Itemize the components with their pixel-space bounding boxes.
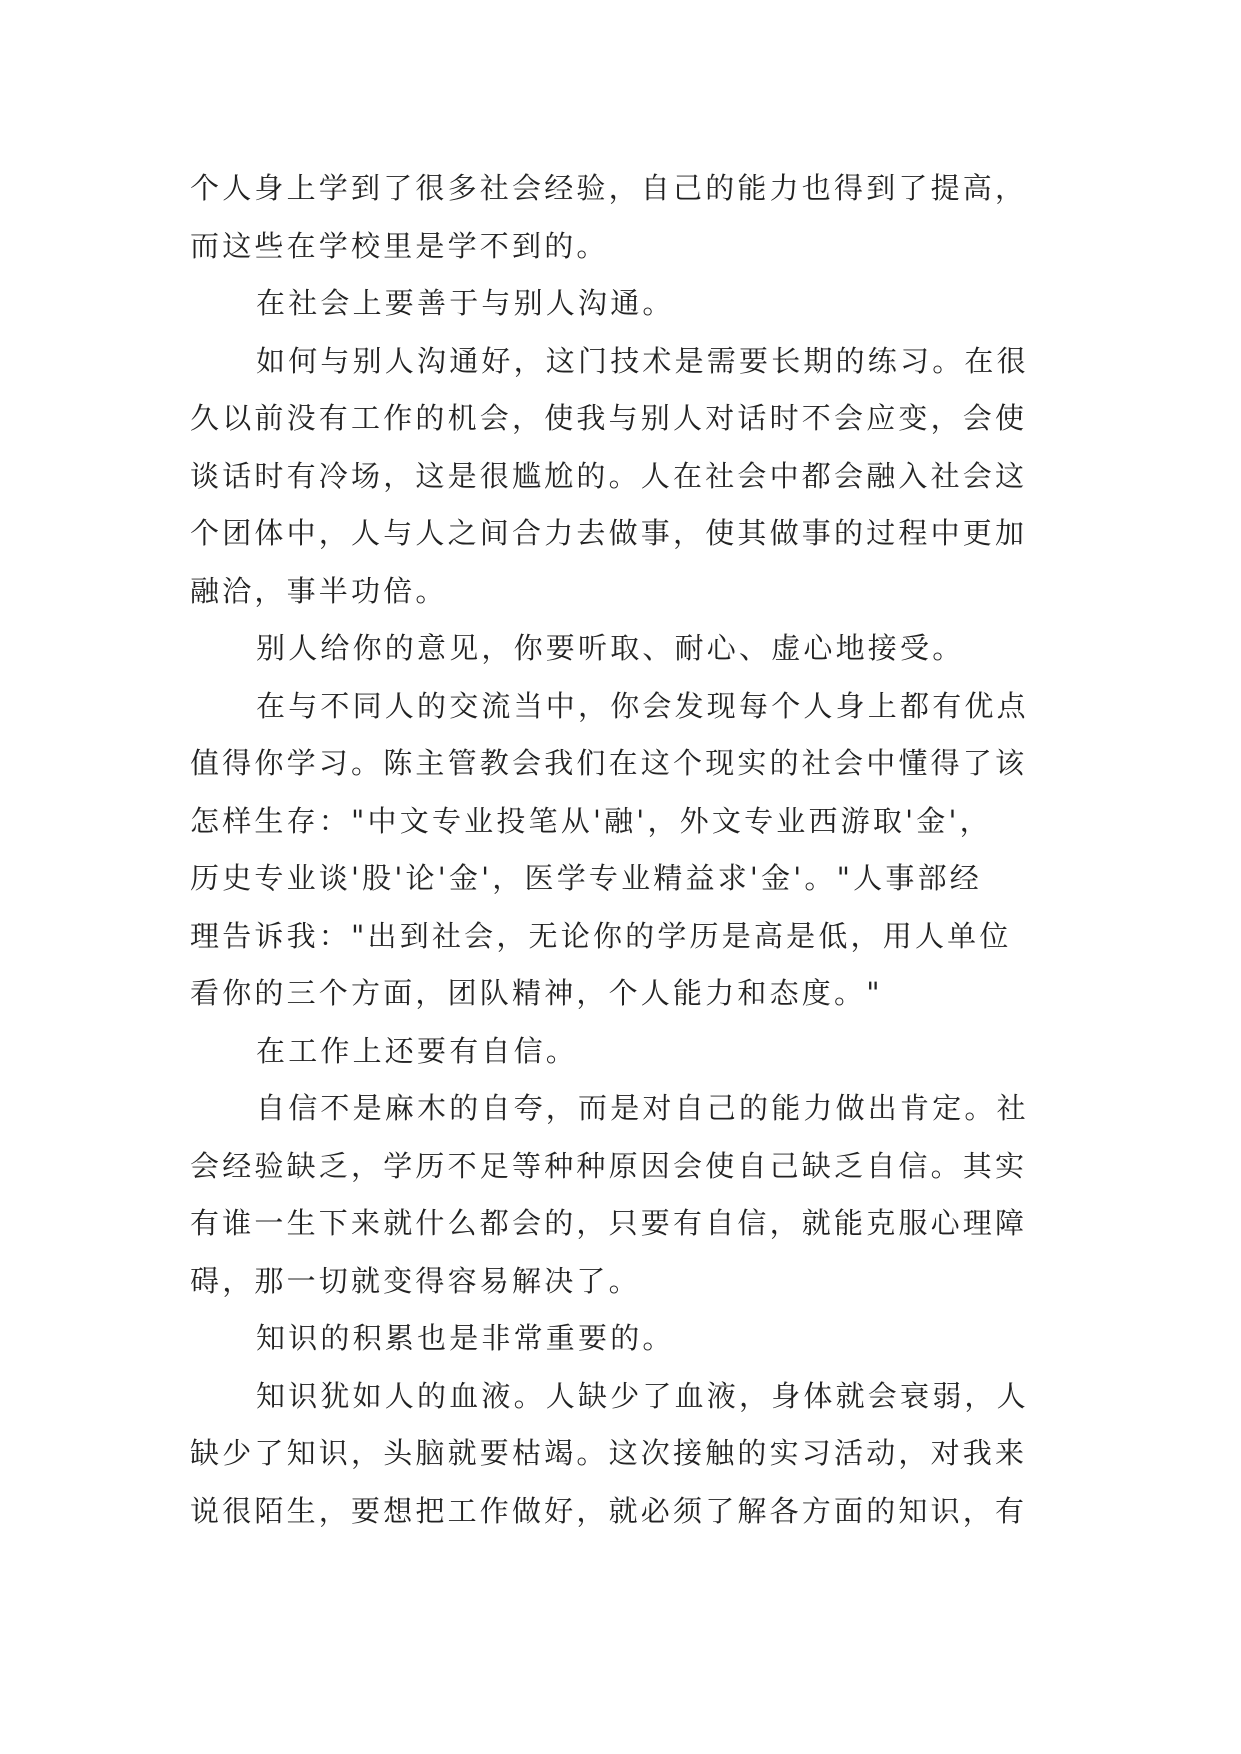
paragraph-heading: 在工作上还要有自信。 — [256, 1033, 579, 1068]
paragraph-heading: 在社会上要善于与别人沟通。 — [256, 286, 675, 320]
text-line: 看你的三个方面，团队精神，个人能力和态度。" — [190, 976, 883, 1010]
text-line: 自信不是麻木的自夸，而是对自己的能力做出肯定。社 — [256, 1091, 1029, 1125]
text-line: 个团体中，人与人之间合力去做事，使其做事的过程中更加 — [190, 516, 1028, 550]
text-line: 知识犹如人的血液。人缺少了血液，身体就会衰弱，人 — [256, 1378, 1029, 1413]
text-line: 缺少了知识，头脑就要枯竭。这次接触的实习活动，对我来 — [190, 1436, 1028, 1470]
text-line: 如何与别人沟通好，这门技术是需要长期的练习。在很 — [256, 343, 1029, 378]
text-line: 而这些在学校里是学不到的。 — [190, 228, 609, 263]
text-line: 融洽，事半功倍。 — [190, 573, 448, 608]
text-line: 有谁一生下来就什么都会的，只要有自信，就能克服心理障 — [190, 1206, 1028, 1240]
text-line: 值得你学习。陈主管教会我们在这个现实的社会中懂得了该 — [190, 746, 1028, 780]
paragraph-heading: 知识的积累也是非常重要的。 — [256, 1321, 675, 1355]
text-line: 历史专业谈'股'论'金'，医学专业精益求'金'。"人事部经 — [190, 861, 982, 895]
text-line: 碍，那一切就变得容易解决了。 — [190, 1263, 641, 1298]
text-line: 在与不同人的交流当中，你会发现每个人身上都有优点 — [256, 688, 1029, 723]
text-line: 个人身上学到了很多社会经验，自己的能力也得到了提高， — [190, 171, 1028, 205]
text-line: 说很陌生，要想把工作做好，就必须了解各方面的知识，有 — [190, 1493, 1028, 1528]
text-line: 怎样生存："中文专业投笔从'融'，外文专业西游取'金'， — [190, 803, 992, 838]
text-line: 谈话时有冷场，这是很尴尬的。人在社会中都会融入社会这 — [190, 458, 1028, 493]
text-line: 久以前没有工作的机会，使我与别人对话时不会应变，会使 — [190, 401, 1028, 435]
document-body — [190, 160, 1060, 1540]
text-line: 会经验缺乏，学历不足等种种原因会使自己缺乏自信。其实 — [190, 1148, 1028, 1183]
text-line: 理告诉我："出到社会，无论你的学历是高是低，用人单位 — [190, 918, 1012, 953]
paragraph-heading: 别人给你的意见，你要听取、耐心、虚心地接受。 — [256, 631, 965, 665]
